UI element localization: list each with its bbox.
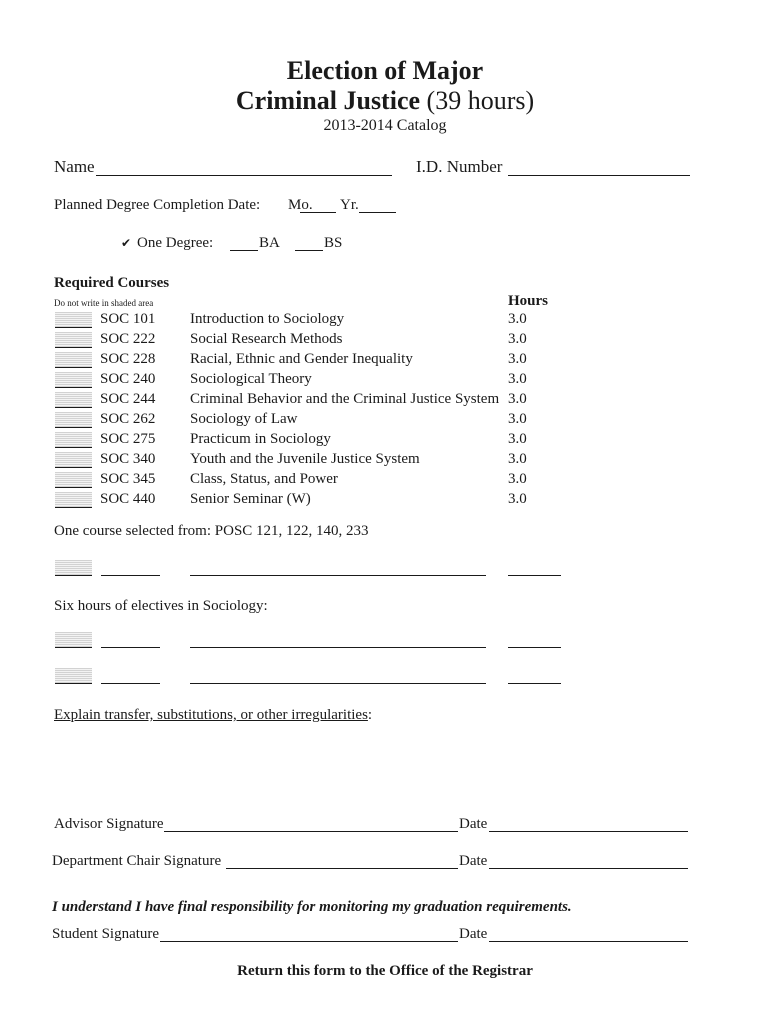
shaded-box <box>55 432 92 448</box>
course-title-field[interactable] <box>190 683 486 684</box>
course-row <box>0 491 770 511</box>
checkmark-icon: ✔ <box>121 236 132 250</box>
id-number-field[interactable] <box>508 175 690 176</box>
shaded-box <box>55 372 92 388</box>
ba-field[interactable] <box>230 250 258 251</box>
course-row <box>0 431 770 451</box>
course-hours: 3.0 <box>508 451 527 467</box>
shaded-area-note: Do not write in shaded area <box>54 298 154 308</box>
major-hours: (39 hours) <box>426 86 535 115</box>
course-code-field[interactable] <box>101 647 160 648</box>
shaded-box <box>55 668 92 684</box>
hours-header: Hours <box>508 293 549 309</box>
course-row <box>0 411 770 431</box>
course-title: Youth and the Juvenile Justice System <box>190 451 420 467</box>
course-hours-field[interactable] <box>508 575 561 576</box>
advisor-date-field[interactable] <box>489 831 688 832</box>
student-signature-label: Student Signature <box>52 926 160 942</box>
major-name: Criminal Justice <box>235 86 421 115</box>
chair-signature-label: Department Chair Signature <box>52 853 222 869</box>
course-hours: 3.0 <box>508 431 527 447</box>
course-code: SOC 275 <box>100 431 156 447</box>
course-code: SOC 440 <box>100 491 156 507</box>
name-label: Name <box>54 157 95 176</box>
course-hours-field[interactable] <box>508 647 561 648</box>
course-code: SOC 244 <box>100 391 156 407</box>
month-label: Mo. <box>288 197 313 213</box>
chair-date-field[interactable] <box>489 868 688 869</box>
shaded-box <box>55 452 92 468</box>
course-row <box>0 311 770 331</box>
course-code: SOC 222 <box>100 331 156 347</box>
course-title: Sociological Theory <box>190 371 312 387</box>
form-title: Election of Major <box>286 56 484 85</box>
completion-date-label: Planned Degree Completion Date: <box>54 197 261 213</box>
course-title: Senior Seminar (W) <box>190 491 311 507</box>
major-title <box>0 86 770 116</box>
course-code: SOC 345 <box>100 471 156 487</box>
id-number-label: I.D. Number <box>416 157 503 176</box>
chair-date-label: Date <box>459 853 488 869</box>
course-hours: 3.0 <box>508 331 527 347</box>
shaded-box <box>55 312 92 328</box>
shaded-box <box>55 352 92 368</box>
bs-label: BS <box>324 235 343 251</box>
course-row <box>0 351 770 371</box>
course-row <box>0 451 770 471</box>
elective-posc-label: One course selected from: POSC 121, 122, 140, 233 <box>54 523 369 539</box>
return-instructions: Return this form to the Office of the Registrar <box>237 963 533 979</box>
course-row <box>0 391 770 411</box>
shaded-box <box>55 560 92 576</box>
course-title-field[interactable] <box>190 575 486 576</box>
course-hours: 3.0 <box>508 471 527 487</box>
shaded-box <box>55 412 92 428</box>
shaded-box <box>55 632 92 648</box>
course-code: SOC 228 <box>100 351 156 367</box>
course-row <box>0 471 770 491</box>
course-code: SOC 262 <box>100 411 156 427</box>
shaded-box <box>55 392 92 408</box>
student-signature-field[interactable] <box>160 941 458 942</box>
course-title: Criminal Behavior and the Criminal Justice System <box>190 391 500 407</box>
chair-signature-field[interactable] <box>226 868 458 869</box>
course-code: SOC 240 <box>100 371 156 387</box>
course-code: SOC 101 <box>100 311 156 327</box>
course-code: SOC 340 <box>100 451 156 467</box>
course-title: Racial, Ethnic and Gender Inequality <box>190 351 413 367</box>
month-field[interactable] <box>300 212 336 213</box>
course-title: Practicum in Sociology <box>190 431 331 447</box>
irregularities-label <box>54 707 372 724</box>
advisor-date-label: Date <box>459 816 488 832</box>
catalog-year: 2013-2014 Catalog <box>323 117 447 134</box>
elective-sociology-label: Six hours of electives in Sociology: <box>54 598 268 614</box>
student-date-field[interactable] <box>489 941 688 942</box>
shaded-box <box>55 332 92 348</box>
course-code-field[interactable] <box>101 575 160 576</box>
required-courses-heading: Required Courses <box>54 275 170 291</box>
name-field[interactable] <box>96 175 392 176</box>
advisor-signature-label: Advisor Signature <box>54 816 164 832</box>
irregularities-text: Explain transfer, substitutions, or other irregularities <box>54 707 368 723</box>
advisor-signature-field[interactable] <box>164 831 458 832</box>
course-title: Sociology of Law <box>190 411 298 427</box>
year-label: Yr. <box>340 197 359 213</box>
course-hours: 3.0 <box>508 491 527 507</box>
course-row <box>0 371 770 391</box>
ba-label: BA <box>259 235 280 251</box>
course-code-field[interactable] <box>101 683 160 684</box>
course-title-field[interactable] <box>190 647 486 648</box>
shaded-box <box>55 492 92 508</box>
course-hours: 3.0 <box>508 311 527 327</box>
course-row <box>0 331 770 351</box>
course-title: Class, Status, and Power <box>190 471 338 487</box>
year-field[interactable] <box>359 212 396 213</box>
course-title: Introduction to Sociology <box>190 311 345 327</box>
course-title: Social Research Methods <box>190 331 343 347</box>
bs-field[interactable] <box>295 250 323 251</box>
shaded-box <box>55 472 92 488</box>
one-degree-label: One Degree: <box>137 235 214 251</box>
responsibility-statement: I understand I have final responsibility for monitoring my graduation requirements. <box>52 899 572 915</box>
irregularities-colon: : <box>367 707 373 723</box>
course-hours: 3.0 <box>508 371 527 387</box>
course-hours: 3.0 <box>508 391 527 407</box>
course-hours-field[interactable] <box>508 683 561 684</box>
student-date-label: Date <box>459 926 488 942</box>
course-hours: 3.0 <box>508 411 527 427</box>
course-hours: 3.0 <box>508 351 527 367</box>
